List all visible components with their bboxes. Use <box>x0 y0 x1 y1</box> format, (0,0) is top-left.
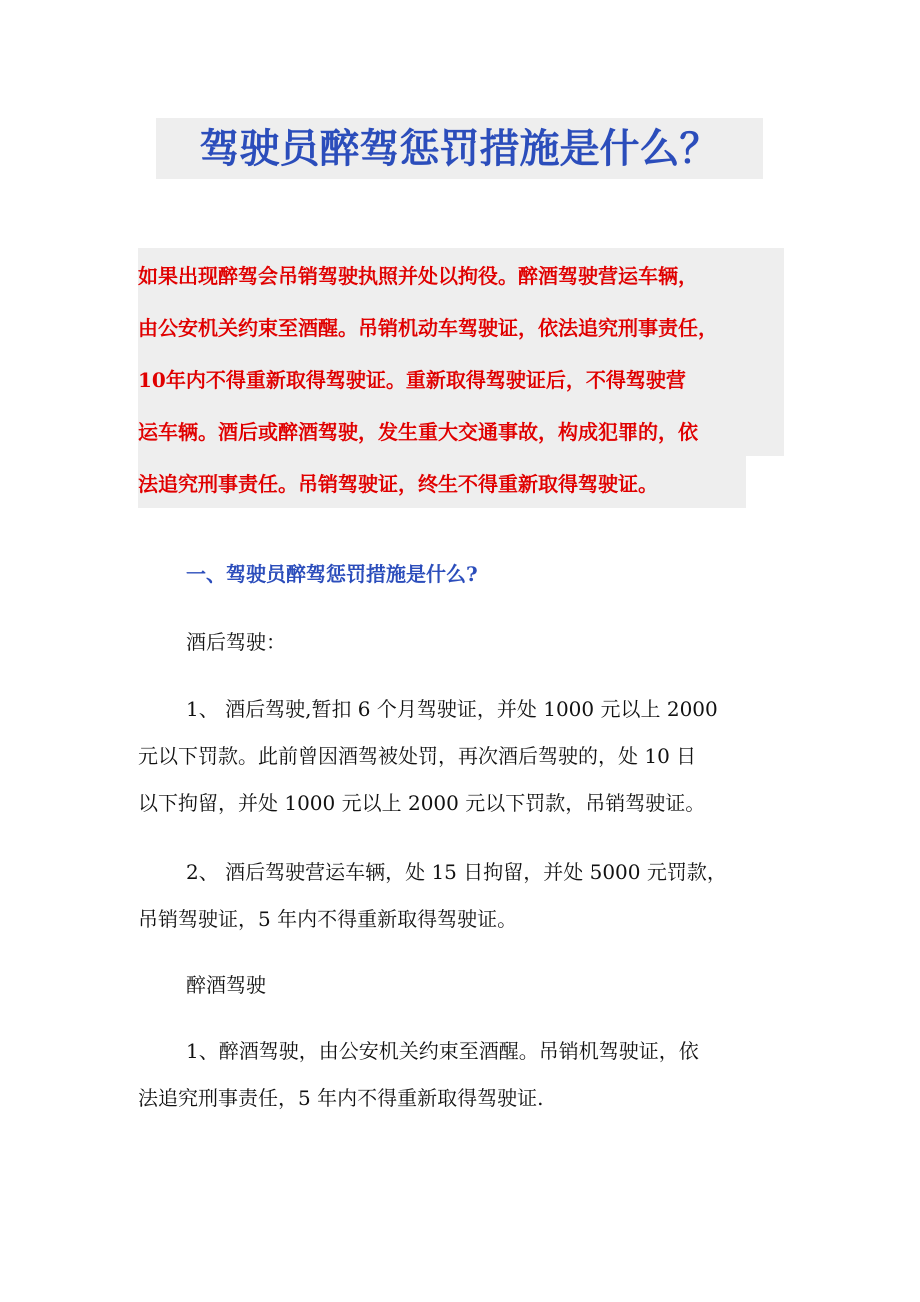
item-line: 元以下罚款。此前曾因酒驾被处罚，再次酒后驾驶的，处 10 日 <box>138 744 697 768</box>
intro-line: 由公安机关约束至酒醒。吊销机动车驾驶证，依法追究刑事责任， <box>138 300 784 352</box>
item-line: 以下拘留，并处 1000 元以上 2000 元以下罚款，吊销驾驶证。 <box>138 791 706 815</box>
item-line: 1、醉酒驾驶，由公安机关约束至酒醒。吊销机驾驶证，依 <box>186 1039 699 1063</box>
section-heading: 一、驾驶员醉驾惩罚措施是什么? <box>186 562 478 586</box>
item-line: 2、 酒后驾驶营运车辆，处 15 日拘留，并处 5000 元罚款， <box>186 860 727 884</box>
title-highlight <box>156 118 763 179</box>
drunk-driving-label: 酒后驾驶： <box>186 630 286 654</box>
intro-line: 法追究刑事责任。吊销驾驶证，终生不得重新取得驾驶证。 <box>138 456 746 508</box>
intro-paragraph <box>138 248 784 508</box>
intro-line: 运车辆。酒后或醉酒驾驶，发生重大交通事故，构成犯罪的，依 <box>138 404 784 456</box>
intro-line: 10年内不得重新取得驾驶证。重新取得驾驶证后，不得驾驶营 <box>138 352 784 404</box>
intro-line: 如果出现醉驾会吊销驾驶执照并处以拘役。醉酒驾驶营运车辆， <box>138 248 784 300</box>
intoxicated-driving-label: 醉酒驾驶 <box>186 973 266 997</box>
item-line: 1、 酒后驾驶,暂扣 6 个月驾驶证，并处 1000 元以上 2000 <box>186 697 718 721</box>
item-line: 法追究刑事责任，5 年内不得重新取得驾驶证. <box>138 1086 544 1110</box>
page-title: 驾驶员醉驾惩罚措施是什么？ <box>199 125 720 172</box>
item-line: 吊销驾驶证，5 年内不得重新取得驾驶证。 <box>138 907 518 931</box>
